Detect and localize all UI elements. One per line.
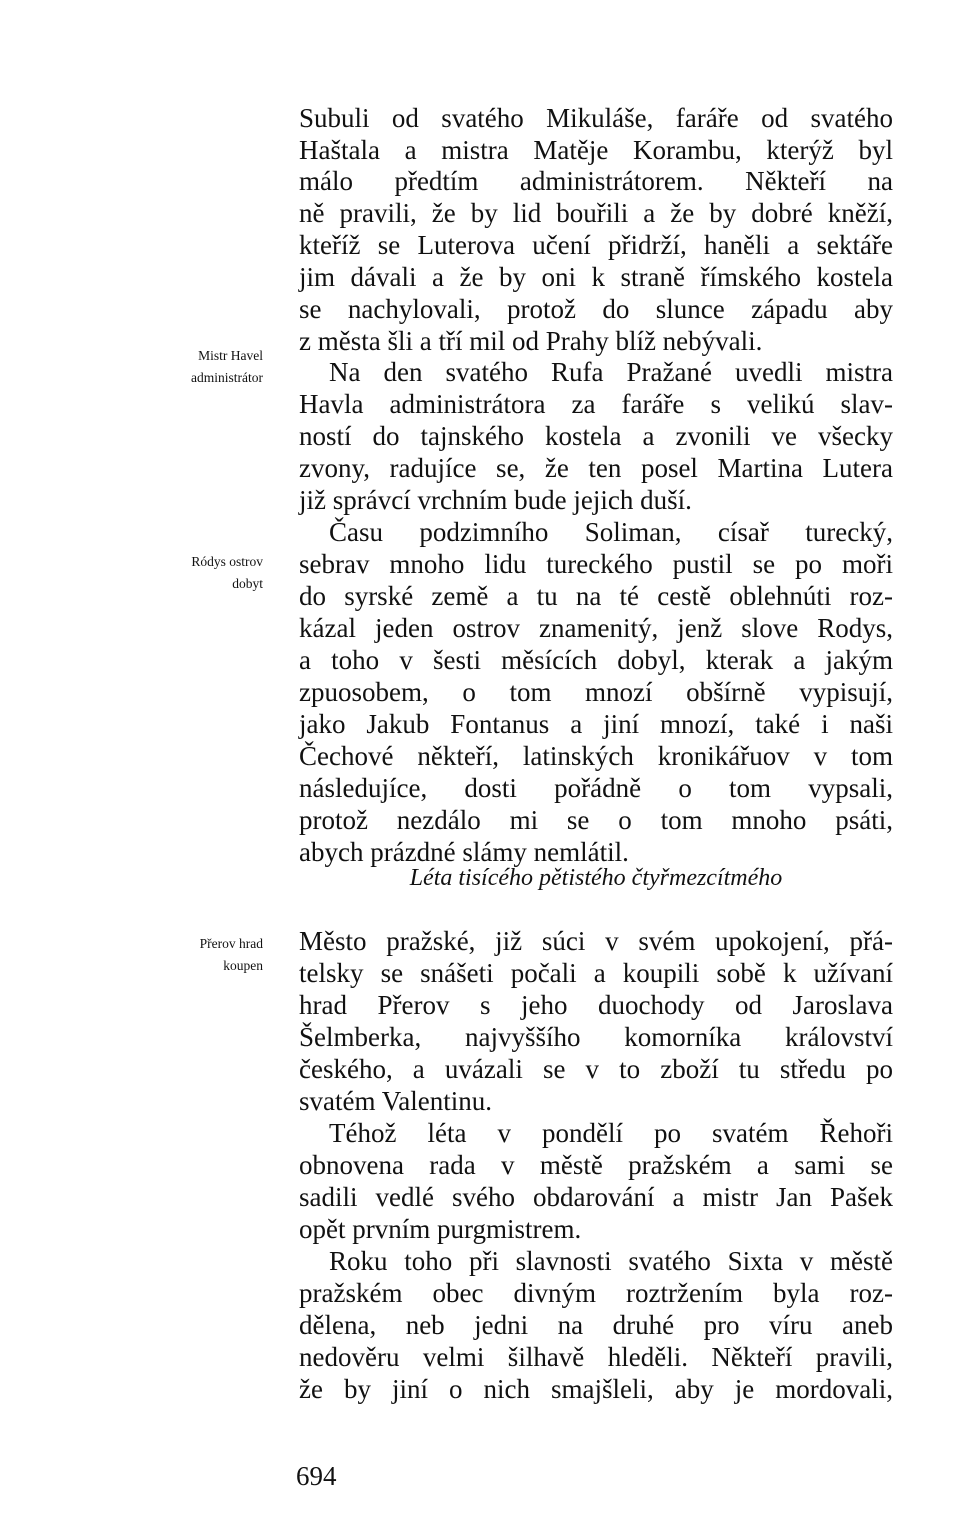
text-line: Šelmberka, najvyššího komorníka království bbox=[299, 1022, 893, 1052]
text-line: sadili vedlé svého obdarování a mistr Jan Pašek bbox=[299, 1182, 893, 1212]
text-line: sebrav mnoho lidu tureckého pustil se po moři bbox=[299, 549, 893, 579]
margin-note-line: administrátor bbox=[191, 370, 263, 385]
text-line: Roku toho při slavnosti svatého Sixta v městě bbox=[329, 1246, 893, 1276]
text-line: z města šli a tří mil od Prahy blíž nebývali. bbox=[299, 326, 763, 356]
text-line: Téhož léta v pondělí po svatém Řehoři bbox=[329, 1118, 893, 1148]
text-line: se nachylovali, protož do slunce západu aby bbox=[299, 294, 893, 324]
margin-note-line: Přerov hrad bbox=[199, 936, 263, 951]
text-line: do syrské země a tu na té cestě oblehnúti roz- bbox=[299, 581, 893, 611]
text-line: zpuosobem, o tom mnozí obšírně vypisují, bbox=[299, 677, 893, 707]
margin-note-line: dobyt bbox=[232, 576, 263, 591]
text-line: protož nezdálo mi se o tom mnoho psáti, bbox=[299, 805, 893, 835]
text-line: dělena, neb jedni na druhé pro víru aneb bbox=[299, 1310, 893, 1340]
text-line: pražském obec divným roztržením byla roz- bbox=[299, 1278, 893, 1308]
text-line: již správcí vrchním bude jejich duší. bbox=[299, 485, 692, 515]
text-line: ně pravili, že by lid bouřili a že by dobré kněží, bbox=[299, 198, 893, 228]
text-line: Havla administrátora za faráře s velikú slav- bbox=[299, 389, 893, 419]
text-line: Času podzimního Soliman, císař turecký, bbox=[329, 517, 893, 547]
margin-note-line: Mistr Havel bbox=[198, 348, 263, 363]
text-line: kázal jeden ostrov znamenitý, jenž slove Rodys, bbox=[299, 613, 893, 643]
text-line: málo předtím administrátorem. Někteří na bbox=[299, 166, 893, 196]
margin-note-line: Ródys ostrov bbox=[191, 554, 263, 569]
text-line: obnovena rada v městě pražském a sami se bbox=[299, 1150, 893, 1180]
text-line: kteříž se Luterova učení přidrží, haněli a sektáře bbox=[299, 230, 893, 260]
text-line: telsky se snášeti počali a koupili sobě k užívaní bbox=[299, 958, 893, 988]
text-line: ností do tajnského kostela a zvonili ve všecky bbox=[299, 421, 893, 451]
text-line: českého, a uvázali se v to zboží tu středu po bbox=[299, 1054, 893, 1084]
text-line: a toho v šesti měsících dobyl, kterak a jakým bbox=[299, 645, 893, 675]
text-line: opět prvním purgmistrem. bbox=[299, 1214, 582, 1244]
text-line: nedověru velmi šilhavě hleděli. Někteří pravili, bbox=[299, 1342, 893, 1372]
text-line: jim dávali a že by oni k straně římského kostela bbox=[299, 262, 893, 292]
text-line: hrad Přerov s jeho duochody od Jaroslava bbox=[299, 990, 893, 1020]
text-line: Haštala a mistra Matěje Korambu, kterýž byl bbox=[299, 135, 893, 165]
text-line: svatém Valentinu. bbox=[299, 1086, 492, 1116]
text-line: Na den svatého Rufa Pražané uvedli mistra bbox=[329, 357, 893, 387]
text-line: následujíce, dosti pořádně o tom vypsali, bbox=[299, 773, 893, 803]
section-heading: Léta tisícého pětistého čtyřmezcítmého bbox=[409, 865, 783, 891]
page-number: 694 bbox=[296, 1461, 337, 1491]
text-line: Subuli od svatého Mikuláše, faráře od svatého bbox=[299, 103, 893, 133]
text-line: že by jiní o nich smajšleli, aby je mordovali, bbox=[299, 1374, 893, 1404]
text-line: zvony, radujíce se, že ten posel Martina Lutera bbox=[299, 453, 893, 483]
text-line: jako Jakub Fontanus a jiní mnozí, také i naši bbox=[299, 709, 893, 739]
text-line: Čechové někteří, latinských kronikářuov v tom bbox=[299, 741, 893, 771]
text-line: abych prázdné slámy nemlátil. bbox=[299, 837, 629, 867]
margin-note-line: koupen bbox=[223, 958, 263, 973]
text-line: Město pražské, již súci v svém upokojení, přá- bbox=[299, 926, 893, 956]
